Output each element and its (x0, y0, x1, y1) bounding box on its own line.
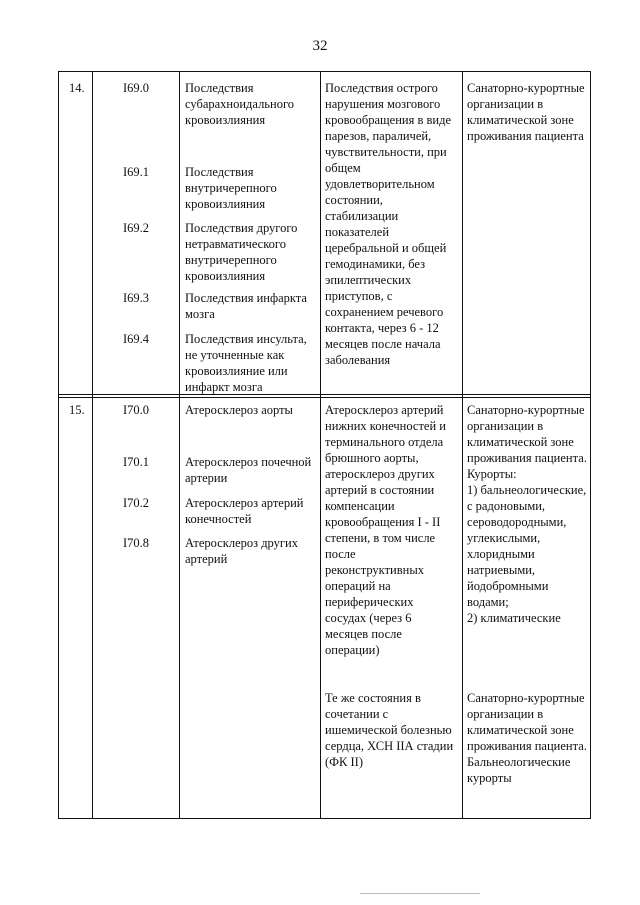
row-number: 14. (69, 81, 85, 95)
diagnosis-name: Атеросклероз аорты (185, 403, 293, 417)
row-number: 15. (69, 403, 85, 417)
disease-table (58, 71, 591, 819)
column-divider (92, 72, 93, 818)
row-divider (59, 394, 590, 395)
diagnosis-name: Атеросклероз других артерий (185, 536, 298, 566)
diagnosis-code: I70.8 (123, 536, 150, 550)
diagnosis-name: Атеросклероз артерий конечностей (185, 496, 304, 526)
condition-text-secondary: Те же состояния в сочетании с ишемической болезнью сердца, ХСН IIА стадии (ФК II) (325, 691, 454, 769)
diagnosis-name: Последствия инсульта, не уточненные как кровоизлияние или инфаркт мозга (185, 332, 307, 394)
diagnosis-code: I69.0 (123, 81, 150, 95)
condition-text: Последствия острого нарушения мозгового кровообращения в виде парезов, параличей, чувствительности, при общем удовлетворительном состоянии, стабилизации показателей церебральной и общей гемодинамики, без эпилептических приступов, с сохранением речевого контакта, через 6 - 12 месяцев после начала заболевания (325, 81, 452, 367)
diagnosis-code: I70.2 (123, 496, 150, 510)
diagnosis-code: I69.2 (123, 221, 150, 235)
diagnosis-code: I70.1 (123, 455, 150, 469)
diagnosis-code: I70.0 (123, 403, 150, 417)
row-divider (59, 397, 590, 398)
column-divider (179, 72, 180, 818)
page-edge-mark (360, 893, 480, 894)
resort-text: Санаторно-курортные организации в климатической зоне проживания пациента. Курорты: 1) бальнеологические, с радоновыми, сероводородными, углекислыми, хлоридными натриевыми, йодобромными водами; 2) климатические (467, 403, 587, 625)
resort-text: Санаторно-курортные организации в климатической зоне проживания пациента (467, 81, 585, 143)
diagnosis-name: Последствия инфаркта мозга (185, 291, 307, 321)
condition-text: Атеросклероз артерий нижних конечностей и терминального отдела брюшного аорты, атеросклероз других артерий в состоянии компенсации кровообращения I - II степени, в том числе после реконструктивных операций на периферических сосудах (через 6 месяцев после операции) (325, 403, 446, 657)
diagnosis-name: Последствия субарахноидального кровоизлияния (185, 81, 295, 127)
diagnosis-code: I69.3 (123, 291, 150, 305)
page-number: 32 (312, 38, 328, 54)
resort-text-secondary: Санаторно-курортные организации в климатической зоне проживания пациента. Бальнеологические курорты (467, 691, 587, 785)
diagnosis-name: Последствия другого нетравматического внутричерепного кровоизлияния (185, 221, 298, 283)
diagnosis-name: Атеросклероз почечной артерии (185, 455, 312, 485)
diagnosis-code: I69.4 (123, 332, 150, 346)
diagnosis-code: I69.1 (123, 165, 150, 179)
diagnosis-name: Последствия внутричерепного кровоизлияния (185, 165, 277, 211)
